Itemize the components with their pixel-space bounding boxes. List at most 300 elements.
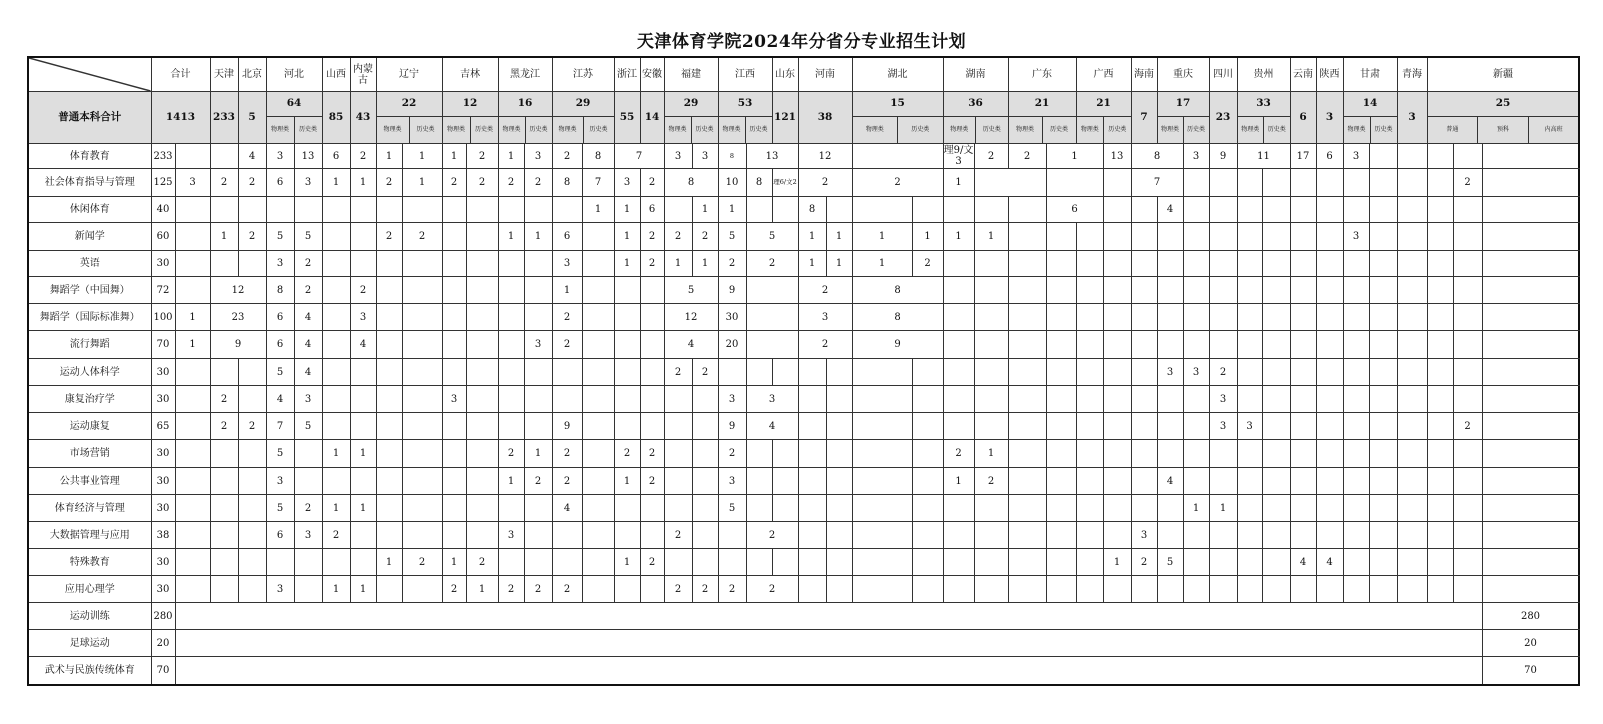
plan-cell [442, 440, 466, 468]
plan-cell: 3 [442, 386, 466, 413]
merged-blank-cell [175, 603, 1482, 630]
plan-cell [402, 468, 442, 495]
plan-cell [746, 495, 772, 522]
plan-cell [376, 495, 402, 522]
plan-cell [1046, 549, 1076, 576]
plan-cell [175, 440, 210, 468]
plan-cell [238, 549, 266, 576]
plan-cell [1453, 522, 1482, 549]
plan-cell [1290, 413, 1316, 440]
plan-cell [376, 440, 402, 468]
plan-cell [640, 413, 664, 440]
plan-cell [582, 223, 614, 251]
plan-cell [1008, 386, 1046, 413]
totals-value: 33 [1238, 92, 1290, 116]
header-cell: 浙江 [614, 57, 640, 92]
plan-cell: 1 [376, 549, 402, 576]
plan-cell [350, 549, 376, 576]
plan-cell [210, 197, 238, 223]
plan-cell [210, 549, 238, 576]
plan-cell [582, 251, 614, 277]
plan-cell [1008, 304, 1046, 331]
plan-cell: 8 [852, 304, 943, 331]
plan-cell [798, 440, 826, 468]
plan-cell: 2 [718, 440, 746, 468]
plan-cell: 1 [350, 169, 376, 197]
plan-cell [498, 197, 524, 223]
totals-split-cell [552, 92, 614, 144]
plan-cell [1262, 522, 1290, 549]
plan-cell [826, 468, 852, 495]
plan-cell: 2 [664, 359, 692, 386]
plan-cell [582, 522, 614, 549]
plan-cell [1262, 359, 1290, 386]
plan-cell [402, 440, 442, 468]
plan-cell: 8 [1131, 144, 1183, 169]
plan-cell [1262, 549, 1290, 576]
plan-cell: 3 [718, 468, 746, 495]
plan-cell [1157, 495, 1183, 522]
plan-cell: 1 [614, 197, 640, 223]
plan-cell [1262, 197, 1290, 223]
plan-cell [402, 413, 442, 440]
plan-cell: 8 [552, 169, 582, 197]
plan-cell: 1 [498, 468, 524, 495]
plan-cell: 4 [664, 331, 718, 359]
plan-cell [524, 386, 552, 413]
plan-cell [912, 197, 943, 223]
plan-cell [322, 549, 350, 576]
plan-cell: 1 [175, 331, 210, 359]
plan-cell [852, 576, 912, 603]
plan-cell [1008, 440, 1046, 468]
plan-cell: 1 [852, 223, 912, 251]
plan-cell [1183, 522, 1209, 549]
plan-cell [1397, 576, 1427, 603]
plan-cell: 3 [294, 522, 322, 549]
plan-cell: 2 [238, 169, 266, 197]
plan-cell [1237, 197, 1262, 223]
plan-cell [376, 331, 402, 359]
plan-cell [974, 304, 1008, 331]
plan-cell: 3 [524, 331, 552, 359]
plan-cell [1046, 359, 1076, 386]
plan-cell: 2 [552, 304, 582, 331]
plan-cell [402, 331, 442, 359]
plan-cell [350, 468, 376, 495]
plan-cell [238, 495, 266, 522]
plan-cell: 1 [798, 251, 826, 277]
plan-cell [1046, 522, 1076, 549]
totals-value: 7 [1131, 92, 1157, 144]
plan-cell: 5 [1157, 549, 1183, 576]
plan-cell [1369, 386, 1397, 413]
plan-cell [1316, 495, 1343, 522]
plan-cell [1343, 304, 1369, 331]
plan-cell: 2 [798, 169, 852, 197]
plan-cell [294, 440, 322, 468]
plan-cell [614, 522, 640, 549]
totals-split-cell [1427, 92, 1579, 144]
plan-cell: 2 [640, 251, 664, 277]
plan-cell [974, 251, 1008, 277]
plan-cell [746, 277, 798, 304]
plan-cell [442, 468, 466, 495]
plan-cell [746, 359, 772, 386]
plan-cell: 4 [294, 304, 322, 331]
plan-cell: 3 [266, 144, 294, 169]
plan-cell: 1 [692, 251, 718, 277]
plan-cell [1262, 223, 1290, 251]
plan-cell [1290, 440, 1316, 468]
plan-cell [1209, 251, 1237, 277]
plan-cell [974, 522, 1008, 549]
plan-cell: 3 [266, 468, 294, 495]
plan-cell: 5 [266, 223, 294, 251]
plan-cell [498, 251, 524, 277]
plan-cell: 1 [466, 576, 498, 603]
plan-cell [1482, 251, 1579, 277]
plan-cell [1290, 495, 1316, 522]
plan-cell: 3 [294, 386, 322, 413]
plan-cell [1157, 413, 1183, 440]
totals-value: 36 [944, 92, 1008, 116]
plan-cell [1290, 251, 1316, 277]
plan-cell [1290, 277, 1316, 304]
plan-cell [1046, 251, 1076, 277]
plan-cell: 8 [582, 144, 614, 169]
totals-split-cell [1076, 92, 1131, 144]
plan-cell [798, 549, 826, 576]
plan-cell [498, 386, 524, 413]
major-total: 38 [151, 522, 175, 549]
header-cell: 广东 [1008, 57, 1076, 92]
plan-cell [826, 522, 852, 549]
plan-cell [1131, 495, 1157, 522]
header-cell: 山东 [772, 57, 798, 92]
plan-cell [1008, 495, 1046, 522]
header-cell: 湖南 [943, 57, 1008, 92]
plan-cell: 9 [718, 277, 746, 304]
plan-cell [1427, 440, 1453, 468]
plan-cell: 1 [943, 223, 974, 251]
plan-cell [826, 440, 852, 468]
plan-cell [498, 277, 524, 304]
plan-cell [1343, 468, 1369, 495]
plan-cell [798, 522, 826, 549]
totals-split-cell [1157, 92, 1209, 144]
plan-cell [1209, 522, 1237, 549]
totals-label: 普通本科合计 [28, 92, 151, 144]
plan-cell [552, 197, 582, 223]
plan-cell [1290, 468, 1316, 495]
plan-cell [1427, 144, 1453, 169]
plan-cell [640, 522, 664, 549]
plan-cell [1157, 440, 1183, 468]
plan-cell [1046, 413, 1076, 440]
subcategory-label: 物理类 [443, 116, 471, 143]
plan-cell [1103, 386, 1131, 413]
plan-cell [238, 440, 266, 468]
plan-cell [1397, 169, 1427, 197]
plan-cell [1103, 468, 1131, 495]
plan-cell [1046, 468, 1076, 495]
plan-cell [1369, 144, 1397, 169]
plan-cell [1209, 576, 1237, 603]
plan-cell [852, 495, 912, 522]
plan-cell: 1 [322, 495, 350, 522]
subcategory-label: 历史类 [1370, 116, 1397, 143]
plan-cell [1343, 277, 1369, 304]
plan-cell: 3 [664, 144, 692, 169]
plan-cell [1157, 304, 1183, 331]
plan-cell: 5 [718, 223, 746, 251]
plan-cell: 2 [640, 468, 664, 495]
enrollment-plan-table [27, 56, 1580, 686]
plan-cell [974, 169, 1046, 197]
plan-cell [1183, 251, 1209, 277]
plan-cell [1262, 468, 1290, 495]
plan-cell: 3 [524, 144, 552, 169]
plan-cell: 1 [350, 495, 376, 522]
totals-value: 5 [238, 92, 266, 144]
plan-cell: 3 [1183, 144, 1209, 169]
plan-cell: 2 [1131, 549, 1157, 576]
plan-cell: 1 [943, 169, 974, 197]
plan-cell: 1 [582, 197, 614, 223]
plan-cell: 2 [974, 144, 1008, 169]
plan-cell: 8 [664, 169, 718, 197]
subcategory-label: 物理类 [499, 116, 526, 143]
plan-cell: 1 [614, 468, 640, 495]
subcategory-label: 物理类 [1009, 116, 1043, 143]
plan-cell [692, 386, 718, 413]
plan-cell: 2 [524, 169, 552, 197]
plan-cell [322, 223, 350, 251]
totals-value: 3 [1397, 92, 1427, 144]
plan-cell: 2 [798, 331, 852, 359]
plan-cell [1131, 386, 1157, 413]
totals-value: 29 [553, 92, 614, 116]
plan-cell [1046, 169, 1103, 197]
plan-cell [1103, 277, 1131, 304]
plan-cell [442, 413, 466, 440]
major-total: 280 [151, 603, 175, 630]
plan-cell [466, 468, 498, 495]
plan-cell: 13 [294, 144, 322, 169]
plan-cell [266, 197, 294, 223]
plan-cell [1103, 331, 1131, 359]
plan-cell [210, 440, 238, 468]
major-name: 流行舞蹈 [28, 331, 151, 359]
plan-cell [664, 386, 692, 413]
header-cell: 陕西 [1316, 57, 1343, 92]
plan-cell [1343, 169, 1369, 197]
plan-cell [1008, 576, 1046, 603]
page-title: 天津体育学院2024年分省分专业招生计划 [636, 32, 967, 52]
plan-cell [350, 251, 376, 277]
totals-value: 21 [1009, 92, 1076, 116]
plan-cell [1316, 304, 1343, 331]
plan-cell [692, 468, 718, 495]
totals-value: 6 [1290, 92, 1316, 144]
subcategory-label: 物理类 [267, 116, 295, 143]
plan-cell [376, 468, 402, 495]
subcategory-label: 物理类 [853, 116, 898, 143]
plan-cell: 13 [1103, 144, 1131, 169]
plan-cell [943, 495, 974, 522]
plan-cell: 2 [664, 223, 692, 251]
totals-value: 121 [772, 92, 798, 144]
plan-cell [826, 386, 852, 413]
plan-cell [1290, 169, 1316, 197]
plan-cell [1343, 440, 1369, 468]
plan-cell [1482, 549, 1579, 576]
plan-cell: 2 [376, 223, 402, 251]
plan-cell [1343, 413, 1369, 440]
plan-cell [640, 277, 664, 304]
plan-cell [912, 495, 943, 522]
plan-cell [1369, 251, 1397, 277]
plan-cell [1397, 495, 1427, 522]
header-cell: 新疆 [1427, 57, 1579, 92]
header-cell: 福建 [664, 57, 718, 92]
totals-split-cell [852, 92, 943, 144]
plan-cell: 2 [498, 169, 524, 197]
plan-cell [1183, 386, 1209, 413]
plan-cell [718, 522, 746, 549]
plan-cell [322, 197, 350, 223]
plan-cell: 30 [718, 304, 746, 331]
plan-cell [175, 251, 210, 277]
plan-cell [943, 549, 974, 576]
plan-cell [1262, 331, 1290, 359]
plan-cell [350, 386, 376, 413]
plan-cell: 1 [1183, 495, 1209, 522]
major-name: 体育经济与管理 [28, 495, 151, 522]
major-total: 40 [151, 197, 175, 223]
plan-cell [912, 359, 943, 386]
plan-cell: 2 [692, 359, 718, 386]
plan-cell [1131, 468, 1157, 495]
plan-cell: 2 [350, 277, 376, 304]
plan-cell [1103, 304, 1131, 331]
plan-cell [175, 277, 210, 304]
plan-cell [1369, 277, 1397, 304]
plan-cell [350, 522, 376, 549]
plan-cell [1008, 359, 1046, 386]
plan-cell [524, 522, 552, 549]
plan-cell: 6 [266, 304, 294, 331]
unassigned-province-value: 20 [1482, 630, 1579, 657]
plan-cell [974, 549, 1008, 576]
plan-cell: 5 [746, 223, 798, 251]
plan-cell: 6 [266, 522, 294, 549]
plan-cell [1046, 386, 1076, 413]
plan-cell [402, 522, 442, 549]
plan-cell: 1 [524, 223, 552, 251]
major-total: 100 [151, 304, 175, 331]
plan-cell: 2 [1209, 359, 1237, 386]
totals-value: 14 [1344, 92, 1397, 116]
plan-cell: 5 [664, 277, 718, 304]
plan-cell [664, 440, 692, 468]
plan-cell [1453, 277, 1482, 304]
plan-cell: 2 [442, 576, 466, 603]
totals-split-cell [1343, 92, 1397, 144]
plan-cell [772, 468, 798, 495]
plan-cell [1237, 386, 1262, 413]
plan-cell: 1 [614, 223, 640, 251]
plan-cell [1453, 495, 1482, 522]
plan-cell [943, 413, 974, 440]
plan-cell: 9 [210, 331, 266, 359]
plan-cell: 1 [498, 223, 524, 251]
plan-cell: 2 [912, 251, 943, 277]
plan-cell [1290, 522, 1316, 549]
plan-cell [1237, 277, 1262, 304]
subcategory-label: 内高班 [1528, 116, 1578, 143]
plan-cell [1316, 386, 1343, 413]
totals-split-cell [442, 92, 498, 144]
plan-cell [640, 359, 664, 386]
plan-cell [1316, 440, 1343, 468]
plan-cell [1453, 576, 1482, 603]
plan-cell [1103, 413, 1131, 440]
plan-cell: 1 [1046, 144, 1103, 169]
plan-cell: 2 [402, 223, 442, 251]
plan-cell [376, 576, 402, 603]
totals-value: 12 [443, 92, 498, 116]
plan-cell [1427, 251, 1453, 277]
plan-cell: 2 [640, 223, 664, 251]
plan-cell: 1 [322, 576, 350, 603]
plan-cell [912, 440, 943, 468]
plan-cell [1103, 223, 1131, 251]
plan-cell: 13 [746, 144, 798, 169]
header-cell: 黑龙江 [498, 57, 552, 92]
plan-cell [1482, 522, 1579, 549]
plan-cell [552, 386, 582, 413]
subcategory-label: 预科 [1478, 116, 1528, 143]
plan-cell [1209, 304, 1237, 331]
plan-cell [1131, 440, 1157, 468]
plan-cell [1183, 223, 1209, 251]
plan-cell [1369, 359, 1397, 386]
plan-cell: 1 [912, 223, 943, 251]
unassigned-province-value: 70 [1482, 657, 1579, 685]
plan-cell [1237, 304, 1262, 331]
plan-cell [640, 495, 664, 522]
subcategory-label: 历史类 [898, 116, 943, 143]
plan-cell [524, 277, 552, 304]
plan-cell [582, 576, 614, 603]
plan-cell [746, 304, 798, 331]
plan-cell [746, 440, 772, 468]
plan-cell: 4 [266, 386, 294, 413]
plan-cell [466, 522, 498, 549]
plan-cell [826, 549, 852, 576]
totals-value: 25 [1428, 92, 1579, 116]
plan-cell [1008, 251, 1046, 277]
plan-cell [498, 495, 524, 522]
plan-cell [1262, 386, 1290, 413]
plan-cell [1369, 576, 1397, 603]
plan-cell [1427, 576, 1453, 603]
plan-cell [175, 223, 210, 251]
plan-cell [692, 413, 718, 440]
plan-cell: 3 [552, 251, 582, 277]
